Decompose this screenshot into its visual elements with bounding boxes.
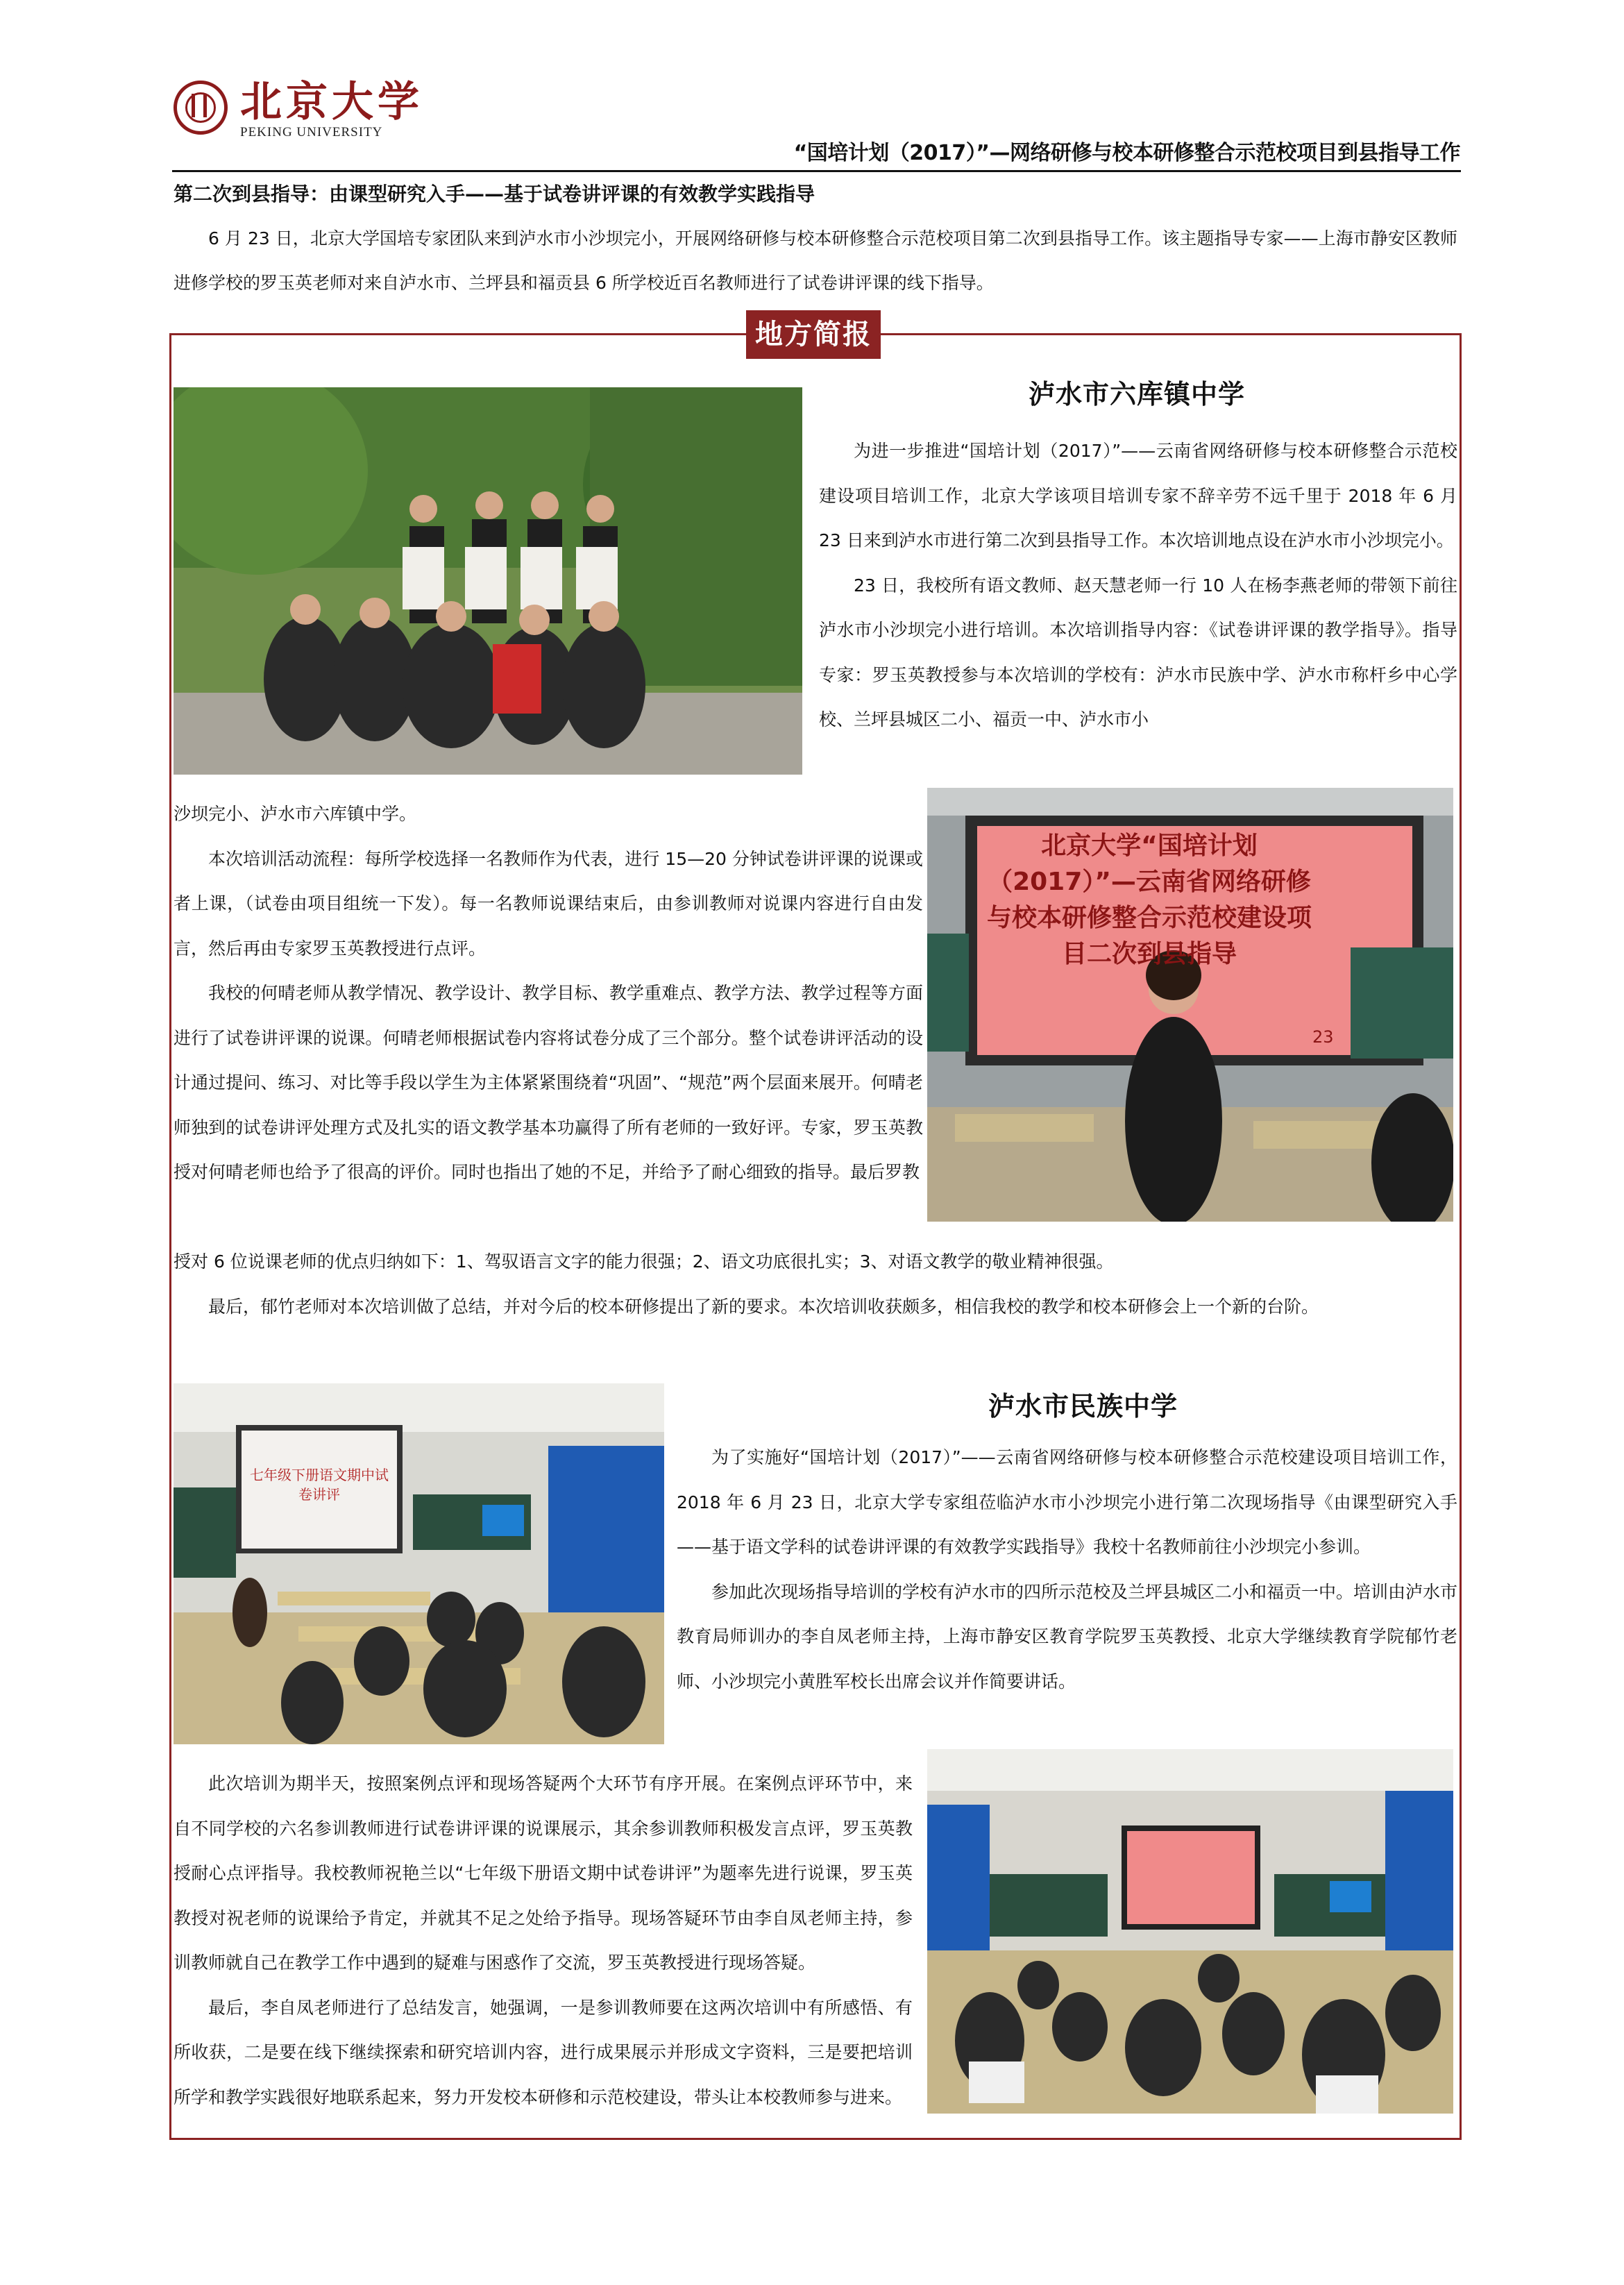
section-title: 第二次到县指导：由课型研究入手——基于试卷讲评课的有效教学实践指导 <box>174 183 815 205</box>
school1-paragraph-2-continued: 沙坝完小、泸水市六库镇中学。 <box>174 804 417 824</box>
school2-text-right <box>677 1435 1457 1704</box>
bulletin-banner: 地方简报 <box>746 310 881 359</box>
school2-title: 泸水市民族中学 <box>988 1391 1178 1422</box>
school1-paragraph-5: 最后，郁竹老师对本次培训做了总结，并对今后的校本研修提出了新的要求。本次培训收获颇多，相信我校的教学和校本研修会上一个新的台阶。 <box>208 1296 1319 1317</box>
school2-paragraph-1: 为了实施好“国培计划（2017）”——云南省网络研修与校本研修整合示范校建设项目培训工作， 2018 年 6 月 23 日，北京大学专家组莅临泸水市小沙坝完小进行第二次现场指导《由课型研究入手——基于语文学科的试卷讲评课的有效教学实践指导》我校十名教师前往小沙坝完小参训。 <box>677 1447 1457 1557</box>
classroom-photo-left <box>174 1383 664 1744</box>
logo-chinese-name: 北京大学 <box>240 78 423 126</box>
header-title: “国培计划（2017）”—网络研修与校本研修整合示范校项目到县指导工作 <box>793 141 1460 165</box>
slide-date: 23 <box>1312 1027 1334 1047</box>
screen-title-text: 七年级下册语文期中试卷讲评 <box>250 1467 389 1503</box>
school1-text-full <box>174 1240 1457 1329</box>
school1-paragraph-4: 我校的何晴老师从教学情况、教学设计、教学目标、教学重难点、教学方法、教学过程等方面进行了试卷讲评课的说课。何晴老师根据试卷内容将试卷分成了三个部分。整个试卷讲评活动的设计通过提问、练习、对比等手段以学生为主体紧紧围绕着“巩固”、“规范”两个层面来展开。何晴老师独到的试卷讲评处理方式及扎实的语文教学基本功赢得了所有老师的一致好评。专家，罗玉英教授对何晴老师也给予了很高的评价。同时也指出了她的不足，并给予了耐心细致的指导。最后罗教 <box>174 983 923 1182</box>
school2-paragraph-3: 此次培训为期半天，按照案例点评和现场答疑两个大环节有序开展。在案例点评环节中，来自不同学校的六名参训教师进行试卷讲评课的说课展示，其余参训教师积极发言点评，罗玉英教授耐心点评指导。我校教师祝艳兰以“七年级下册语文期中试卷讲评”为题率先进行说课，罗玉英教授对祝老师的说课给予肯定，并就其不足之处给予指导。现场答疑环节由李自凤老师主持，参训教师就自己在教学工作中遇到的疑难与困惑作了交流，罗玉英教授进行现场答疑。 <box>174 1773 913 1973</box>
school1-title: 泸水市六库镇中学 <box>1029 379 1246 410</box>
slide-text: 北京大学“国培计划（2017）”—云南省网络研修与校本研修整合示范校建设项目二次到县指导 <box>986 832 1312 968</box>
school1-paragraph-2: 23 日，我校所有语文教师、赵天慧老师一行 10 人在杨李燕老师的带领下前往泸水市小沙坝完小进行培训。本次培训指导内容：《试卷讲评课的教学指导》。指导专家：罗玉英教授参与本次培训的学校有：泸水市民族中学、泸水市称杆乡中心学校、兰坪县城区二小、福贡一中、泸水市小 <box>819 575 1457 730</box>
section-intro <box>174 217 1457 305</box>
classroom-photo-right <box>927 1749 1453 2114</box>
school1-paragraph-1: 为进一步推进“国培计划（2017）”——云南省网络研修与校本研修整合示范校建设项目培训工作，北京大学该项目培训专家不辞辛劳不远千里于 2018 年 6 月 23 日来到泸水市进行第二次到县指导工作。本次培训地点设在泸水市小沙坝完小。 <box>819 441 1457 550</box>
school1-text-left <box>174 792 923 1195</box>
peking-university-emblem-icon <box>174 81 228 135</box>
logo-english-name: PEKING UNIVERSITY <box>240 125 383 140</box>
speaker-presentation-photo <box>927 788 1453 1222</box>
school2-paragraph-2: 参加此次现场指导培训的学校有泸水市的四所示范校及兰坪县城区二小和福贡一中。培训由泸水市教育局师训办的李自凤老师主持，上海市静安区教育学院罗玉英教授、北京大学继续教育学院郁竹老师、小沙坝完小黄胜军校长出席会议并作简要讲话。 <box>677 1581 1458 1692</box>
school1-text-right <box>819 429 1457 743</box>
group-photo-outdoor <box>174 387 802 775</box>
header-divider <box>172 170 1461 172</box>
school1-paragraph-4-continued: 授对 6 位说课老师的优点归纳如下：1、驾驭语言文字的能力很强；2、语文功底很扎实；3、对语文教学的敬业精神很强。 <box>174 1251 1114 1272</box>
school2-paragraph-4: 最后，李自凤老师进行了总结发言，她强调，一是参训教师要在这两次培训中有所感悟、有所收获，二是要在线下继续探索和研究培训内容，进行成果展示并形成文字资料，三是要把培训所学和教学实践很好地联系起来，努力开发校本研修和示范校建设，带头让本校教师参与进来。 <box>174 1997 913 2107</box>
intro-text: 6 月 23 日，北京大学国培专家团队来到泸水市小沙坝完小，开展网络研修与校本研修整合示范校项目第二次到县指导工作。该主题指导专家——上海市静安区教师进修学校的罗玉英老师对来自泸水市、兰坪县和福贡县 6 所学校近百名教师进行了试卷讲评课的线下指导。 <box>174 228 1457 293</box>
school1-paragraph-3: 本次培训活动流程：每所学校选择一名教师作为代表，进行 15—20 分钟试卷讲评课的说课或者上课，（试卷由项目组统一下发）。每一名教师说课结束后，由参训教师对说课内容进行自由发言，然后再由专家罗玉英教授进行点评。 <box>174 848 923 959</box>
school2-text-left <box>174 1762 913 2120</box>
